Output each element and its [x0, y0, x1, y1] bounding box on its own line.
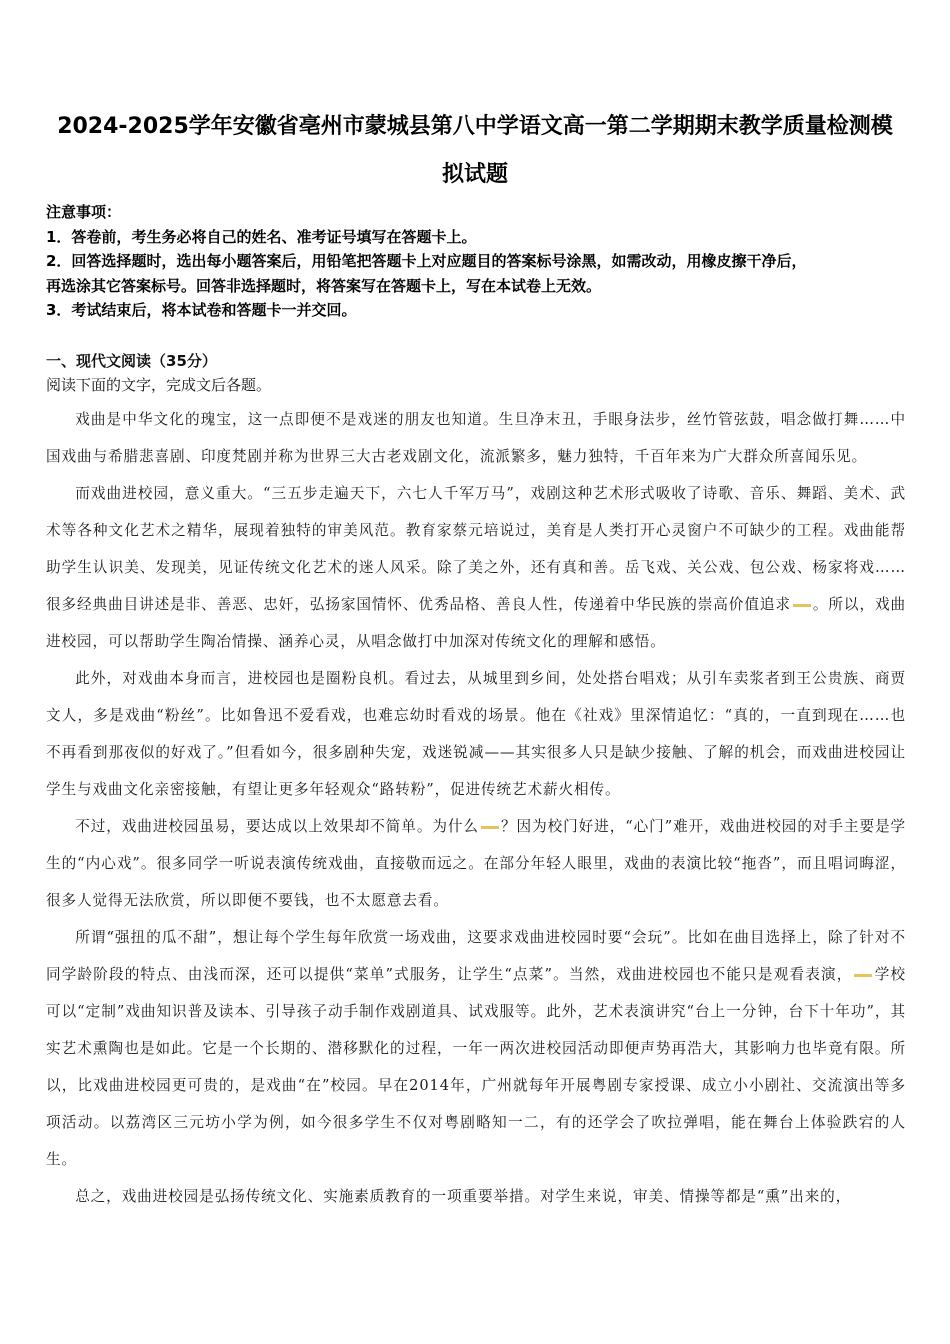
- passage-paragraph-4-part-a: 不过，戏曲进校园虽易，要达成以上效果却不简单。为什么: [75, 818, 479, 835]
- passage-paragraph-5-part-a: 所谓“强扭的瓜不甜”，想让每个学生每年欣赏一场戏曲，这要求戏曲进校园时要“会玩”。比如在曲目选择上，除了针对不同学龄阶段的特点、由浅而深，还可以提供“菜单”式服务，让学生“点菜”。当然，戏曲进校园也不能只是观看表演，: [46, 929, 906, 983]
- answer-blank-2: [481, 826, 499, 829]
- reading-instruction: 阅读下面的文字，完成文后各题。: [46, 376, 272, 394]
- passage-paragraph-2-part-b: 。所以，戏曲进校园，可以帮助学生陶冶情操、涵养心灵，从唱念做打中加深对传统文化的理解和感悟。: [46, 596, 906, 650]
- notice-item-2: 2．回答选择题时，选出每小题答案后，用铅笔把答题卡上对应题目的答案标号涂黑，如需改动，用橡皮擦干净后，: [46, 252, 807, 270]
- passage-paragraph-4-part-b: ？因为校门好进，“心门”难开，戏曲进校园的对手主要是学生的“内心戏”。很多同学一听说表演传统戏曲，直接敬而远之。在部分年轻人眼里，戏曲的表演比较“拖沓”，而且唱词晦涩，很多人觉得无法欣赏，所以即便不要钱，也不太愿意去看。: [46, 818, 906, 909]
- notice-block: [46, 200, 906, 323]
- exam-title-line-1: 2024-2025学年安徽省亳州市蒙城县第八中学语文高一第二学期期末教学质量检测模: [57, 114, 893, 139]
- passage-paragraph-5: [46, 919, 906, 1178]
- section-heading: 一、现代文阅读（35分）: [46, 352, 217, 370]
- passage-paragraph-5-part-b: 学校可以“定制”戏曲知识普及读本、引导孩子动手制作戏剧道具、试戏服等。此外，艺术表演讲究“台上一分钟，台下十年功”，其实艺术熏陶也是如此。它是一个长期的、潜移默化的过程，一年一两次进校园活动即便声势再浩大，其影响力也毕竟有限。所以，比戏曲进校园更可贵的，是戏曲“在”校园。早在2014年，广州就每年开展粤剧专家授课、成立小小剧社、交流演出等多项活动。以荔湾区三元坊小学为例，如今很多学生不仅对粤剧略知一二，有的还学会了吹拉弹唱，能在舞台上体验跌宕的人生。: [46, 966, 906, 1168]
- answer-blank-3: [854, 974, 872, 977]
- notice-item-3: 3．考试结束后，将本试卷和答题卡一并交回。: [46, 301, 357, 319]
- notice-heading: 注意事项：: [46, 203, 122, 221]
- exam-title-line-2: 拟试题: [441, 162, 508, 187]
- passage-paragraph-1: 戏曲是中华文化的瑰宝，这一点即便不是戏迷的朋友也知道。生旦净末丑，手眼身法步，丝竹管弦鼓，唱念做打舞……中国戏曲与希腊悲喜剧、印度梵剧并称为世界三大古老戏剧文化，流派繁多，魅力独特，千百年来为广大群众所喜闻乐见。: [46, 411, 906, 465]
- answer-blank-1: [793, 604, 811, 607]
- passage-paragraph-3: 此外，对戏曲本身而言，进校园也是圈粉良机。看过去，从城里到乡间，处处搭台唱戏；从引车卖浆者到王公贵族、商贾文人，多是戏曲“粉丝”。比如鲁迅不爱看戏，也难忘幼时看戏的场景。他在《社戏》里深情追忆：“真的，一直到现在……也不再看到那夜似的好戏了。”但看如今，很多剧种失宠，戏迷锐减——其实很多人只是缺少接触、了解的机会，而戏曲进校园让学生与戏曲文化亲密接触，有望让更多年轻观众“路转粉”，促进传统艺术薪火相传。: [46, 670, 906, 798]
- passage-paragraph-4: [46, 808, 906, 919]
- passage-paragraph-2: [46, 475, 906, 660]
- passage-paragraph-6: 总之，戏曲进校园是弘扬传统文化、实施素质教育的一项重要举措。对学生来说，审美、情操等都是“熏”出来的，: [75, 1188, 852, 1205]
- notice-item-1: 1．答卷前，考生务必将自己的姓名、准考证号填写在答题卡上。: [46, 227, 477, 246]
- passage-paragraph-2-part-a: 而戏曲进校园，意义重大。“三五步走遍天下，六七人千军万马”，戏剧这种艺术形式吸收了诗歌、音乐、舞蹈、美术、武术等各种文化艺术之精华，展现着独特的审美风范。教育家蔡元培说过，美育是人类打开心灵窗户不可缺少的工程。戏曲能帮助学生认识美、发现美，见证传统文化艺术的迷人风采。除了美之外，还有真和善。岳飞戏、关公戏、包公戏、杨家将戏……很多经典曲目讲述是非、善恶、忠奸，弘扬家国情怀、优秀品格、善良人性，传递着中华民族的崇高价值追求: [46, 485, 906, 613]
- reading-passage: [46, 401, 906, 1215]
- notice-item-2-continued: 再选涂其它答案标号。回答非选择题时，将答案写在答题卡上，写在本试卷上无效。: [46, 276, 602, 295]
